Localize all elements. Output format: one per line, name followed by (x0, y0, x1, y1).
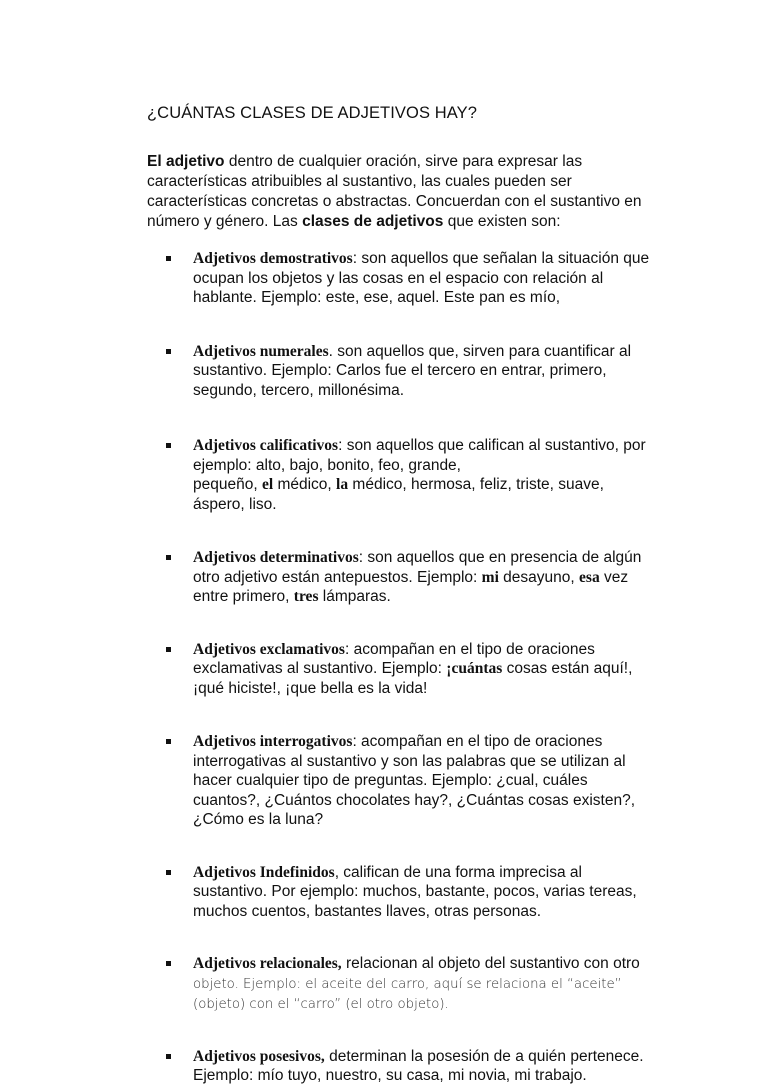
item-text: objeto. Ejemplo: el aceite del carro, aquí se relaciona el “aceite” (193, 976, 622, 992)
item-text: hacer cualquier tipo de preguntas. Ejemplo: ¿cual, cuáles (193, 772, 588, 789)
bullet-icon (166, 443, 171, 448)
list-item (166, 249, 711, 308)
item-text: relacionan al objeto del sustantivo con otro (341, 955, 640, 972)
list-item (166, 863, 711, 922)
item-text: hablante. Ejemplo: este, ese, aquel. Este pan es mío, (193, 289, 561, 306)
item-term: Adjetivos interrogativos (193, 733, 353, 750)
intro-lead: El adjetivo (147, 153, 225, 170)
item-text: otro adjetivo están antepuestos. Ejemplo: (193, 568, 482, 586)
item-emphasis: esa (579, 568, 600, 586)
item-text: : son aquellos que califican al sustantivo, por (338, 437, 646, 454)
bullet-icon (166, 647, 171, 652)
item-term: Adjetivos numerales (193, 342, 329, 360)
bullet-icon (166, 1054, 171, 1059)
item-emphasis: la (336, 476, 349, 493)
item-text: : son aquellos que en presencia de algún (358, 549, 642, 566)
item-text: cuantos?, ¿Cuántos chocolates hay?, ¿Cuántas cosas existen?, (193, 791, 635, 809)
intro-text: que existen son: (443, 213, 561, 230)
item-term: Adjetivos posesivos, (193, 1047, 325, 1065)
intro-text: dentro de cualquier oración, sirve para expresar las (224, 153, 583, 170)
item-term: Adjetivos Indefinidos (193, 863, 335, 881)
item-text: Ejemplo: mío tuyo, nuestro, su casa, mi novia, mi trabajo. (193, 1067, 587, 1084)
item-text: exclamativas al sustantivo. Ejemplo: (193, 660, 447, 677)
item-text: muchos cuentos, bastantes llaves, otras personas. (193, 902, 542, 920)
item-text: , califican de una forma imprecisa al (334, 863, 582, 881)
item-term: Adjetivos relacionales, (193, 955, 342, 972)
list-item (166, 436, 711, 514)
item-term: Adjetivos determinativos (193, 549, 359, 566)
intro-text: número y género. Las (147, 213, 303, 230)
list-item (166, 342, 711, 401)
list-item (166, 732, 711, 830)
item-text: ejemplo: alto, bajo, bonito, feo, grande, (193, 456, 461, 474)
item-text: ocupan los objetos y las cosas en el espacio con relación al (193, 269, 604, 287)
item-text: lámparas. (318, 588, 391, 605)
item-emphasis: mi (481, 568, 499, 586)
bullet-icon (166, 349, 171, 354)
bullet-icon (166, 555, 171, 560)
intro-text: características concretas o abstractas. Concuerdan con el sustantivo en (147, 193, 642, 210)
item-text: sustantivo. Por ejemplo: muchos, bastante, pocos, varias tereas, (193, 883, 637, 900)
item-term: Adjetivos calificativos (193, 437, 339, 454)
intro-paragraph (147, 152, 707, 232)
item-text: médico, hermosa, feliz, triste, suave, (348, 476, 604, 493)
item-text: ¿Cómo es la luna? (193, 811, 324, 828)
bullet-icon (166, 870, 171, 875)
item-text: cosas están aquí!, (502, 660, 633, 677)
item-text: : acompañan en el tipo de oraciones (344, 640, 595, 658)
item-text: sustantivo. Ejemplo: Carlos fue el tercero en entrar, primero, (193, 362, 607, 379)
item-text: entre primero, (193, 588, 294, 605)
item-text: desayuno, (498, 568, 580, 586)
item-text: áspero, liso. (193, 495, 277, 513)
list-item (166, 640, 711, 699)
item-emphasis: tres (293, 588, 319, 605)
item-term: Adjetivos demostrativos (193, 250, 353, 267)
item-text: (objeto) con el “carro” (el otro objeto). (193, 997, 449, 1012)
item-text: ¡qué hiciste!, ¡que bella es la vida! (193, 679, 428, 697)
bullet-icon (166, 256, 171, 261)
item-emphasis: ¡cuántas (446, 660, 503, 677)
list-item (166, 954, 711, 1015)
item-text: determinan la posesión de a quién pertenece. (324, 1047, 644, 1065)
bullet-icon (166, 739, 171, 744)
item-text: segundo, tercero, millonésima. (193, 381, 405, 399)
adjective-list (166, 249, 711, 1086)
item-text: : son aquellos que señalan la situación que (352, 250, 650, 267)
intro-text: características atribuibles al sustantivo, las cuales pueden ser (147, 173, 572, 190)
item-text: interrogativas al sustantivo y son las palabras que se utilizan al (193, 752, 626, 770)
page-title: ¿CUÁNTAS CLASES DE ADJETIVOS HAY? (147, 104, 478, 122)
item-text: vez (599, 568, 629, 586)
item-emphasis: el (261, 476, 274, 493)
list-item (166, 1047, 711, 1086)
intro-emphasis: clases de adjetivos (302, 213, 444, 230)
list-item (166, 548, 711, 607)
item-term: Adjetivos exclamativos (193, 640, 345, 658)
item-text: : acompañan en el tipo de oraciones (352, 733, 603, 750)
bullet-icon (166, 961, 171, 966)
item-text: médico, (273, 476, 337, 493)
item-text: pequeño, (193, 476, 262, 493)
item-text: . son aquellos que, sirven para cuantificar al (328, 342, 632, 360)
